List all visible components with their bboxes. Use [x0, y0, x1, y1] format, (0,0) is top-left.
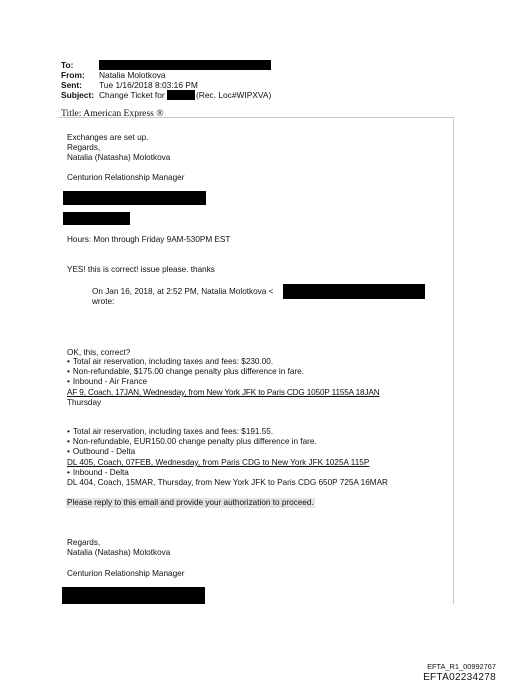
option2-outbound: • Outbound - Delta [67, 447, 135, 457]
customer-reply: YES! this is correct! issue please. thanks [67, 265, 215, 274]
quote-wrote: wrote: [92, 297, 115, 306]
bates-stamp-2: EFTA02234278 [423, 672, 496, 683]
redaction-signature [62, 587, 205, 604]
option1-total: • Total air reservation, including taxes and fees: $230.00. [67, 357, 273, 367]
sent-value: Tue 1/16/2018 8:03:16 PM [99, 80, 198, 90]
from-label: From: [61, 70, 85, 80]
option2-outbound-flight: DL 405, Coach, 07FEB, Wednesday, from Paris CDG to New York JFK 1025A 115P [67, 458, 370, 467]
subject-prefix: Change Ticket for [99, 90, 165, 100]
subject-label: Subject: [61, 90, 95, 100]
quoted-ok-line: OK, this, correct? [67, 348, 131, 357]
reply-hours: Hours: Mon through Friday 9AM-530PM EST [67, 235, 231, 244]
reply-role: Centurion Relationship Manager [67, 173, 185, 182]
option1-penalty: • Non-refundable, $175.00 change penalty plus difference in fare. [67, 367, 304, 377]
title-line: Title: American Express ® [61, 108, 164, 119]
option1-inbound: • Inbound - Air France [67, 377, 147, 387]
option2-inbound-flight: DL 404, Coach, 15MAR, Thursday, from New York JFK to Paris CDG 650P 725A 16MAR [67, 478, 388, 487]
reply-line1: Exchanges are set up. [67, 133, 149, 142]
bates-stamp-1: EFTA_R1_00992767 [427, 662, 496, 671]
from-value: Natalia Molotkova [99, 70, 166, 80]
redaction-to [99, 60, 271, 70]
redaction-contact-2 [63, 212, 130, 225]
option2-inbound: • Inbound - Delta [67, 468, 129, 478]
quote-intro: On Jan 16, 2018, at 2:52 PM, Natalia Molotkova < [92, 287, 274, 296]
to-label: To: [61, 60, 74, 70]
redaction-subject [167, 90, 195, 100]
quoted-role: Centurion Relationship Manager [67, 569, 185, 578]
please-reply-note: Please reply to this email and provide your authorization to proceed. [67, 498, 314, 507]
option2-total: • Total air reservation, including taxes and fees: $191.55. [67, 427, 273, 437]
option1-flight-cont: Thursday [67, 398, 102, 407]
reply-regards: Regards, [67, 143, 101, 152]
option1-flight: AF 9, Coach, 17JAN, Wednesday, from New York JFK to Paris CDG 1050P 1155A 18JAN [67, 388, 380, 397]
quoted-regards: Regards, [67, 538, 101, 547]
subject-suffix: (Rec. Loc#WIPXVA) [196, 90, 272, 100]
reply-name: Natalia (Natasha) Molotkova [67, 153, 171, 162]
redaction-email [283, 284, 425, 299]
sent-label: Sent: [61, 80, 82, 90]
option2-penalty: • Non-refundable, EUR150.00 change penalty plus difference in fare. [67, 437, 317, 447]
redaction-contact-1 [63, 191, 206, 205]
quoted-name: Natalia (Natasha) Molotkova [67, 548, 171, 557]
